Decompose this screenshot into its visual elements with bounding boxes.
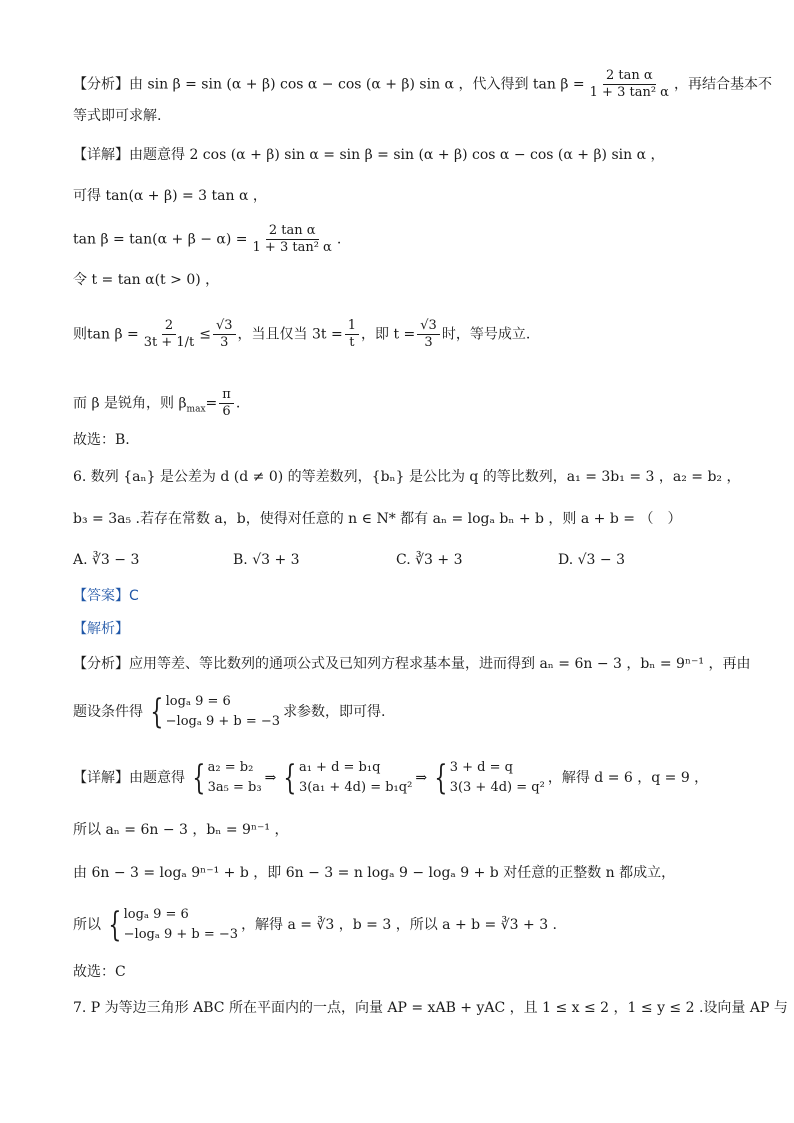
detail2-line-2: 所以 aₙ = 6n − 3 ，bₙ = 9ⁿ⁻¹ ， (73, 822, 289, 838)
option-a: A. ∛3 − 3 (73, 552, 140, 568)
equation-system: { a₁ + d = b₁q 3(a₁ + 4d) = b₁q² (283, 758, 413, 798)
fraction: $\frac{1}{t}$ (345, 318, 359, 351)
analysis-text: 由 sin β = sin (α + β) cos α − cos (α + β) sin α ，代入得到 tan β = (129, 76, 585, 93)
analysis-line-1 (73, 68, 772, 101)
fraction: $\frac{2}{3t + 1/t}$ (143, 318, 195, 350)
equation-system: { logₐ 9 = 6 −logₐ 9 + b = −3 (108, 905, 239, 945)
fraction: $\frac{\text{2 tan α}}{\text{1 + 3 tan² α}}$ (589, 68, 669, 100)
analysis-text: ，再结合基本不 (673, 76, 772, 93)
fraction: $\frac{√3}{3}$ (417, 318, 440, 351)
detail-line-4: 令 t = tan α(t > 0) ， (73, 272, 220, 288)
fraction: $\frac{\pi}{6}$ (219, 387, 234, 420)
analysis-tag: 【分析】 (73, 76, 129, 93)
detail-line-6: 而 β 是锐角，则 $\beta_{max}=$ $\frac{\pi}{6}$ . (73, 387, 241, 419)
analysis2-line-2: 题设条件得 { logₐ 9 = 6 −logₐ 9 + b = −3 求参数，即可得. (73, 692, 386, 732)
analysis2-line-1: 【分析】应用等差、等比数列的通项公式及已知列方程求基本量，进而得到 aₙ = 6n − 3 ，bₙ = 9ⁿ⁻¹ ，再由 (73, 656, 751, 672)
detail-line-2: 可得 tan(α + β) = 3 tan α ， (73, 188, 267, 204)
fraction: $\frac{√3}{3}$ (213, 318, 236, 351)
choice-line: 故选：B. (73, 432, 130, 448)
solution-label: 【解析】 (73, 621, 129, 637)
option-d: D. √3 − 3 (558, 552, 626, 568)
detail-line-3: tan β = tan(α + β − α) = $\frac{\text{2 tan α}}{\text{1 + 3 tan² α}}$ . (73, 223, 342, 255)
detail-line-5: 则tan β = $\frac{2}{3t + 1/t}$ ≤ $\frac{√3}{3}$ ，当且仅当 3t = $\frac{1}{t}$ ，即 t = $\frac{√3}{3}$ 时，等号成立. (73, 318, 531, 350)
detail-line-1: 【详解】由题意得 2 cos (α + β) sin α = sin β = sin (α + β) cos α − cos (α + β) sin α ， (73, 147, 665, 163)
equation-system: { logₐ 9 = 6 −logₐ 9 + b = −3 (150, 692, 281, 732)
analysis-tag: 【分析】 (73, 656, 129, 672)
detail-tag: 【详解】 (73, 770, 129, 786)
option-b: B. √3 + 3 (233, 552, 300, 568)
equation-system: { 3 + d = q 3(3 + 4d) = q² (434, 758, 545, 798)
question-6-stem-1: 6. 数列 {aₙ} 是公差为 d (d ≠ 0) 的等差数列，{bₙ} 是公比为 q 的等比数列，a₁ = 3b₁ = 3 ，a₂ = b₂ ， (73, 469, 741, 485)
question-6-stem-2: b₃ = 3a₅ .若存在常数 a，b，使得对任意的 n ∈ N* 都有 aₙ = logₐ bₙ + b ，则 a + b = （ ） (73, 511, 682, 527)
analysis-line-2: 等式即可求解. (73, 108, 162, 124)
question-7-stem: 7. P 为等边三角形 ABC 所在平面内的一点，向量 AP = xAB + yAC ，且 1 ≤ x ≤ 2 ，1 ≤ y ≤ 2 .设向量 AP 与 (73, 1000, 788, 1016)
detail-tag: 【详解】 (73, 147, 129, 163)
detail2-line-3: 由 6n − 3 = logₐ 9ⁿ⁻¹ + b ，即 6n − 3 = n logₐ 9 − logₐ 9 + b 对任意的正整数 n 都成立， (73, 865, 676, 881)
fraction: $\frac{\text{2 tan α}}{\text{1 + 3 tan² α}}$ (252, 223, 332, 255)
answer-label: 【答案】C (73, 588, 139, 604)
choice-line: 故选：C (73, 964, 126, 980)
detail2-line-4: 所以 { logₐ 9 = 6 −logₐ 9 + b = −3 ，解得 a = ∛3 ，b = 3 ，所以 a + b = ∛3 + 3 . (73, 905, 558, 945)
option-c: C. ∛3 + 3 (396, 552, 463, 568)
equation-system: { a₂ = b₂ 3a₅ = b₃ (192, 758, 262, 798)
detail2-line-1: 【详解】由题意得 { a₂ = b₂ 3a₅ = b₃ ⇒ { a₁ + d = b₁q 3(a₁ + 4d) = b₁q² ⇒ { 3 + d = q 3(3 + 4d) = q² ，解得 d = 6 ，q = 9 ， (73, 758, 709, 798)
